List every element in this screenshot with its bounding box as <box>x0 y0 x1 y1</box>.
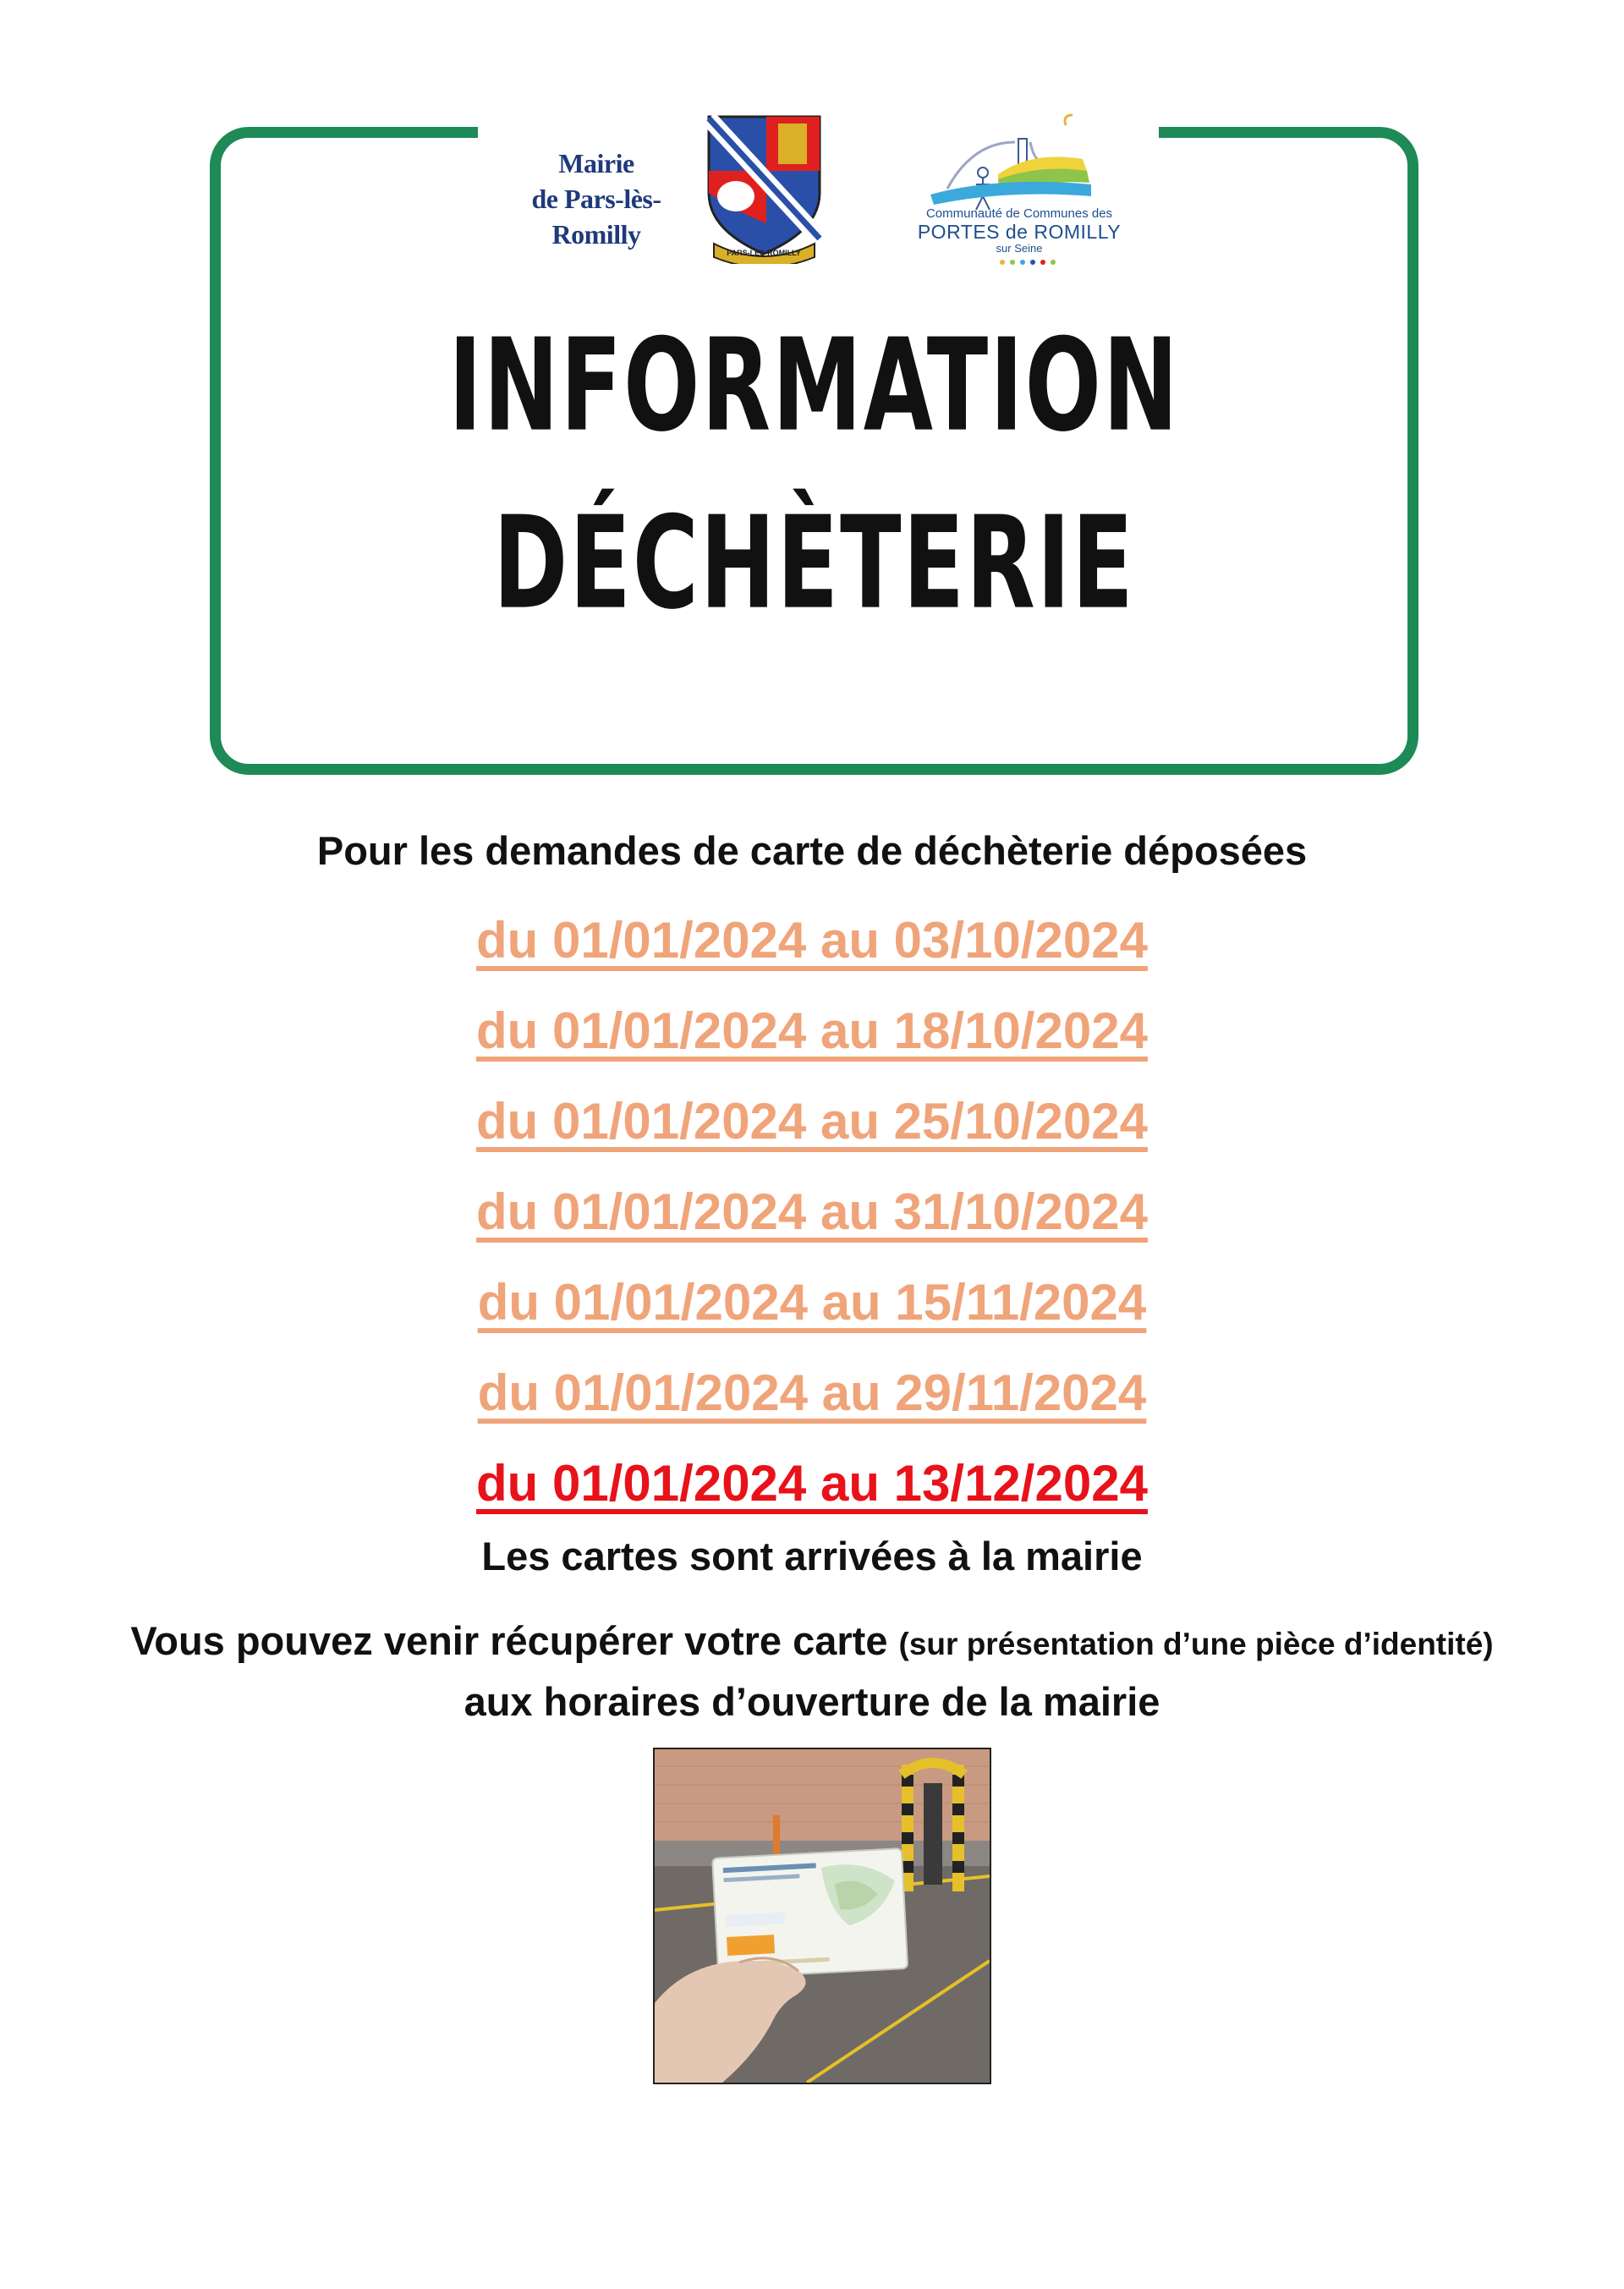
pickup-text-id-note: (sur présentation d’une pièce d’identité) <box>898 1627 1494 1661</box>
pickup-text-main: Vous pouvez venir récupérer votre carte <box>130 1618 888 1663</box>
crest-motto: PARS-LES-ROMILLY <box>727 249 801 257</box>
page-title-line-1: INFORMATION <box>448 310 1180 460</box>
card-photo <box>653 1748 991 2084</box>
date-range-6: du 01/01/2024 au 29/11/2024 <box>477 1364 1147 1421</box>
mairie-line-1: Mairie <box>558 148 634 178</box>
pickup-line-2 <box>0 1673 1624 1731</box>
pickup-instructions <box>0 1612 1624 1731</box>
pickup-line-1 <box>0 1612 1624 1673</box>
date-range-5: du 01/01/2024 au 15/11/2024 <box>477 1274 1147 1331</box>
cards-arrived-text: Les cartes sont arrivées à la mairie <box>481 1534 1143 1578</box>
communaute-name <box>897 206 1142 255</box>
page-title-line-2: DÉCHÈTERIE <box>493 487 1135 638</box>
date-range-current: du 01/01/2024 au 13/12/2024 <box>476 1455 1148 1512</box>
date-range-2: du 01/01/2024 au 18/10/2024 <box>476 1002 1148 1059</box>
date-range-4: du 01/01/2024 au 31/10/2024 <box>476 1183 1148 1240</box>
coat-of-arms-icon <box>702 112 826 264</box>
cc-line-2: PORTES de ROMILLY <box>917 221 1122 243</box>
cc-line-3: sur Seine <box>996 242 1043 255</box>
mairie-name <box>491 145 702 252</box>
mairie-line-2: de Pars-lès-Romilly <box>531 184 661 250</box>
date-list <box>0 898 1624 1532</box>
pickup-text-hours: aux horaires d’ouverture de la mairie <box>464 1679 1160 1724</box>
date-range-3: du 01/01/2024 au 25/10/2024 <box>476 1093 1148 1150</box>
cc-line-1: Communauté de Communes des <box>925 206 1113 221</box>
intro-text: Pour les demandes de carte de déchèterie déposées <box>316 828 1308 873</box>
date-range-1: du 01/01/2024 au 03/10/2024 <box>476 912 1148 969</box>
hand-holding-card-image <box>655 1749 990 2083</box>
